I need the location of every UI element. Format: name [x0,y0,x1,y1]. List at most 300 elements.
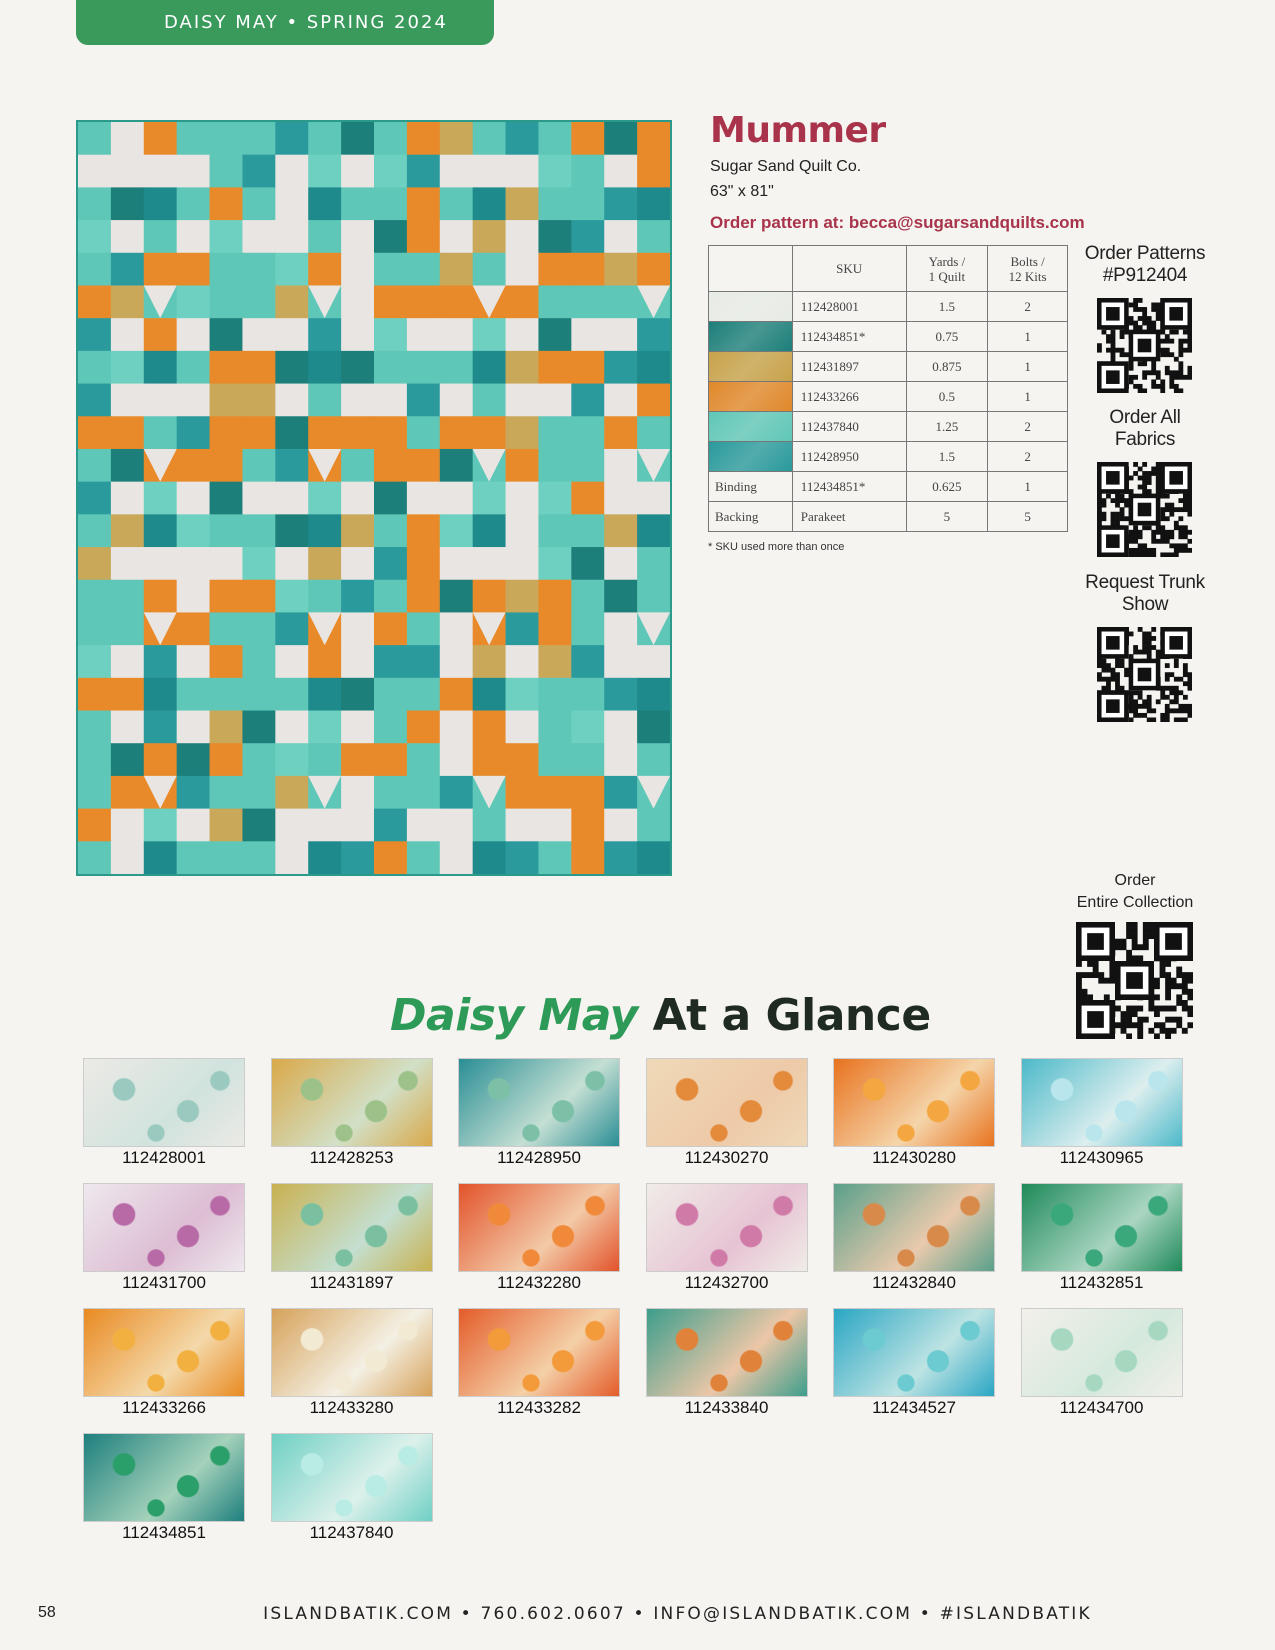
quilt-block [341,580,374,613]
quilt-block [111,318,144,351]
qr-module [1148,1006,1154,1012]
quilt-block [210,841,243,874]
qr-module [1165,494,1170,499]
quilt-block [506,711,539,744]
qr-module [1121,1017,1127,1023]
quilt-block [341,482,374,515]
qr-module [1133,298,1138,303]
qr-module [1102,512,1107,517]
qr-module [1111,498,1116,503]
quilt-block [538,514,571,547]
qr-module [1147,717,1152,722]
qr-module [1102,659,1107,664]
qr-module [1132,1011,1138,1017]
qr-module [1147,321,1152,326]
qr-module [1111,348,1116,353]
order-pattern-link[interactable]: Order pattern at: becca@sugarsandquilts.com [710,213,1085,232]
quilt-block [111,514,144,547]
fabric-swatch-item[interactable] [271,1308,433,1418]
fabric-swatch-item[interactable] [458,1308,620,1418]
qr-module [1121,939,1127,945]
quilt-block [506,547,539,580]
qr-module [1142,462,1147,467]
quilt-block [473,416,506,449]
quilt-block [506,155,539,188]
quilt-block [374,743,407,776]
qr-module [1147,699,1152,704]
qr-module [1182,1028,1188,1034]
qr-module [1178,352,1183,357]
qr-module [1178,534,1183,539]
qr-module [1156,471,1161,476]
qr-module [1165,994,1171,1000]
qr-module [1143,933,1149,939]
quilt-block [308,514,341,547]
row-swatch [709,352,793,382]
row-swatch [709,442,793,472]
qr-module [1138,713,1143,718]
qr-module [1102,503,1107,508]
qr-module [1129,303,1134,308]
row-yards: 1.25 [906,412,988,442]
row-sku: 112428001 [792,292,906,322]
quilt-block [144,580,177,613]
fabric-swatch [709,412,792,441]
qr-module [1129,375,1134,380]
qr-module [1160,339,1165,344]
fabric-swatch-item[interactable] [833,1183,995,1293]
qr-module [1133,525,1138,530]
quilt-block [275,416,308,449]
qr-module [1124,516,1129,521]
quilt-block [341,678,374,711]
qr-module [1187,978,1193,984]
fabric-swatch-item[interactable] [83,1183,245,1293]
quilt-block [506,645,539,678]
qr-module [1138,316,1143,321]
qr-module [1115,686,1120,691]
qr-module [1165,695,1170,700]
quilt-block [374,514,407,547]
qr-module [1169,512,1174,517]
quilt-block [341,416,374,449]
quilt-block [637,809,670,842]
qr-module [1171,1006,1177,1012]
fabric-swatch-item[interactable] [83,1433,245,1543]
fabric-swatch [709,442,792,471]
qr-label-line: #P912404 [1102,265,1188,286]
qr-module [1132,1022,1138,1028]
qr-code-order-patterns[interactable] [1097,298,1192,393]
qr-module [1174,543,1179,548]
quilt-block [440,743,473,776]
quilt-block [538,612,571,645]
fabric-swatch-item[interactable] [1021,1308,1183,1418]
quilt-block [242,253,275,286]
qr-module [1171,983,1177,989]
quilt-block [210,711,243,744]
qr-module [1169,699,1174,704]
qr-module [1151,717,1156,722]
qr-module [1138,668,1152,682]
qr-module [1129,489,1134,494]
qr-label-line: Entire Collection [1076,894,1194,911]
qr-module [1165,672,1170,677]
quilt-block [210,187,243,220]
quilt-block [374,678,407,711]
fabric-sku: 112433282 [497,1398,581,1417]
quilt-block [177,841,210,874]
qr-module [1082,994,1088,1000]
qr-module [1097,348,1102,353]
qr-module [1183,717,1188,722]
qr-module [1183,672,1188,677]
qr-module [1133,708,1138,713]
fabric-swatch-item[interactable] [646,1183,808,1293]
qr-module [1165,972,1171,978]
quilt-block [111,351,144,384]
qr-module [1102,686,1107,691]
quilt-block [78,809,111,842]
quilt-block [242,678,275,711]
qr-module [1174,521,1179,526]
quilt-block [374,449,407,482]
fabric-swatch [709,322,792,351]
qr-code-trunk-show[interactable] [1097,627,1192,722]
qr-module [1160,713,1165,718]
glance-heading [390,990,931,1041]
fabric-swatch-item[interactable] [1021,1058,1183,1168]
fabric-sku: 112434700 [1059,1398,1144,1417]
pattern-size: 63" x 81" [710,183,774,200]
qr-module [1115,944,1121,950]
quilt-block [637,645,670,678]
qr-module [1129,654,1134,659]
qr-module [1147,650,1152,655]
qr-module [1126,1033,1132,1039]
fabric-swatch-item[interactable] [271,1183,433,1293]
quilt-block [78,547,111,580]
qr-module [1124,498,1129,503]
quilt-block [210,580,243,613]
fabric-swatch-item[interactable] [458,1183,620,1293]
qr-module [1187,681,1192,686]
quilt-block [308,220,341,253]
glance-rest: At a Glance [652,990,931,1041]
qr-module [1174,659,1179,664]
quilt-block [210,678,243,711]
quilt-block [473,384,506,417]
quilt-block [374,776,407,809]
quilt-block [78,776,111,809]
fabric-swatch-item[interactable] [271,1058,433,1168]
quilt-block [144,318,177,351]
quilt-block [78,253,111,286]
quilt-block [341,547,374,580]
qr-label-order-patterns [1070,243,1220,287]
qr-module [1169,375,1174,380]
qr-module [1129,552,1134,557]
quilt-block [407,482,440,515]
quilt-block [571,351,604,384]
pattern-designer: Sugar Sand Quilt Co. [710,158,862,175]
qr-module [1183,695,1188,700]
quilt-block [506,678,539,711]
fabric-swatch-item[interactable] [646,1058,808,1168]
qr-module [1154,1006,1160,1012]
qr-module [1129,704,1134,709]
quilt-block [571,514,604,547]
fabric-swatch-item[interactable] [271,1433,433,1543]
qr-module [1151,530,1156,535]
quilt-block [538,416,571,449]
qr-module [1143,939,1149,945]
quilt-block [506,253,539,286]
qr-module [1111,339,1116,344]
qr-module [1165,978,1171,984]
qr-module [1148,928,1154,934]
qr-module [1142,375,1147,380]
quilt-block [308,416,341,449]
qr-module [1111,330,1116,335]
qr-module [1138,485,1143,490]
quilt-block [407,743,440,776]
quilt-block [308,547,341,580]
quilt-block [571,547,604,580]
fabric-swatch-item[interactable] [458,1058,620,1168]
quilt-block [111,416,144,449]
quilt-block [473,711,506,744]
qr-module [1165,704,1170,709]
quilt-block [242,841,275,874]
quilt-block [308,384,341,417]
quilt-block [78,645,111,678]
footer-contact: ISLANDBATIK.COM • 760.602.0607 • INFO@ISLANDBATIK.COM • #ISLANDBATIK [263,1604,1092,1624]
qr-module [1151,471,1156,476]
quilt-block [440,809,473,842]
quilt-block [210,122,243,155]
fabric-swatch-image [83,1308,245,1397]
qr-module [1120,512,1125,517]
qr-module [1183,704,1188,709]
qr-module [1097,343,1102,348]
qr-module [1187,330,1192,335]
qr-module [1124,352,1129,357]
quilt-block [242,809,275,842]
qr-module [1160,512,1165,517]
qr-module [1147,636,1152,641]
qr-code-collection[interactable] [1076,922,1193,1039]
quilt-block [571,253,604,286]
qr-module [1165,1033,1171,1039]
qr-module [1126,950,1132,956]
quilt-block [144,155,177,188]
qr-module [1165,339,1170,344]
quilt-block [637,122,670,155]
qr-module [1098,978,1104,984]
quilt-block [341,612,374,645]
quilt-block [275,580,308,613]
quilt-block [506,612,539,645]
qr-module [1120,516,1125,521]
quilt-block [275,841,308,874]
quilt-block [210,547,243,580]
qr-module [1151,307,1156,312]
quilt-block [111,449,144,482]
fabric-swatch-image [646,1308,808,1397]
qr-module [1165,663,1170,668]
qr-label-line: Fabrics [1114,429,1176,450]
qr-module [1160,384,1165,389]
fabric-swatch-item[interactable] [646,1308,808,1418]
quilt-block [242,514,275,547]
qr-module [1151,539,1156,544]
qr-module [1142,361,1147,366]
quilt-block [473,678,506,711]
quilt-block [571,318,604,351]
qr-module [1178,530,1183,535]
qr-module [1147,548,1152,553]
qr-module [1129,321,1134,326]
qr-module [1142,480,1147,485]
qr-module [1178,516,1183,521]
table-row [709,382,1068,412]
fabric-sku: 112430270 [684,1148,769,1167]
quilt-block [604,580,637,613]
quilt-block [308,155,341,188]
qr-module [1169,503,1174,508]
quilt-block [637,514,670,547]
quilt-block [473,187,506,220]
qr-module [1187,366,1192,371]
quilt-block [604,547,637,580]
table-row [709,322,1068,352]
qr-module [1129,530,1134,535]
header-tab [76,0,494,45]
qr-module [1160,507,1165,512]
qr-module [1111,516,1116,521]
quilt-block [407,449,440,482]
qr-module [1165,933,1182,950]
quilt-block [177,416,210,449]
fabric-swatch-item[interactable] [83,1308,245,1418]
quilt-block [341,776,374,809]
fabric-sku: 112434851 [122,1523,206,1542]
quilt-block [637,351,670,384]
quilt-block [637,187,670,220]
qr-module [1151,534,1156,539]
quilt-block [407,416,440,449]
fabric-swatch-item[interactable] [833,1308,995,1418]
qr-module [1124,503,1129,508]
qr-module [1160,967,1166,973]
fabric-sku: 112432280 [497,1273,581,1292]
qr-module [1097,503,1102,508]
qr-module [1129,366,1134,371]
qr-module [1174,525,1179,530]
quilt-photo [76,120,672,876]
qr-module [1182,978,1188,984]
fabric-sku: 112428001 [122,1148,206,1167]
qr-module [1138,534,1143,539]
qr-module [1156,307,1161,312]
qr-module [1111,512,1116,517]
qr-module [1174,548,1179,553]
fabric-swatch-item[interactable] [833,1058,995,1168]
qr-module [1165,539,1170,544]
qr-module [1165,1006,1171,1012]
quilt-block [538,285,571,318]
quilt-block [144,514,177,547]
qr-module [1160,348,1165,353]
quilt-block [308,318,341,351]
quilt-block [571,449,604,482]
quilt-block [78,285,111,318]
quilt-block [177,743,210,776]
qr-module [1138,467,1143,472]
quilt-block [242,384,275,417]
qr-module [1109,978,1115,984]
qr-module [1106,494,1111,499]
quilt-block [473,514,506,547]
qr-module [1178,339,1183,344]
quilt-block [538,547,571,580]
quilt-block [111,841,144,874]
qr-module [1121,1022,1127,1028]
fabric-sku: 112431700 [122,1273,206,1292]
quilt-block [374,122,407,155]
qr-module [1133,462,1138,467]
qr-module [1115,1022,1121,1028]
fabric-sku: 112432840 [872,1273,956,1292]
qr-module [1143,922,1149,928]
qr-module [1171,1017,1177,1023]
qr-module [1126,955,1132,961]
quilt-block [571,122,604,155]
qr-module [1138,695,1143,700]
quilt-block [341,351,374,384]
qr-module [1133,530,1138,535]
qr-module [1178,548,1183,553]
row-label: Backing [709,502,793,532]
quilt-block [78,514,111,547]
qr-module [1178,708,1183,713]
qr-module [1169,708,1174,713]
quilt-block [144,809,177,842]
qr-module [1147,645,1152,650]
quilt-block [242,122,275,155]
quilt-block [242,482,275,515]
fabric-swatch [709,292,792,321]
qr-module [1176,1000,1182,1006]
quilt-block [275,351,308,384]
qr-module [1165,352,1170,357]
qr-code-order-fabrics[interactable] [1097,462,1192,557]
qr-module [1174,686,1179,691]
qr-module [1126,922,1132,928]
row-sku: Parakeet [792,502,906,532]
fabric-sku: 112428950 [497,1148,581,1167]
fabric-swatch-item[interactable] [83,1058,245,1168]
quilt-block [473,122,506,155]
quilt-block [341,384,374,417]
quilt-block [407,220,440,253]
quilt-block [374,384,407,417]
fabric-swatch-item[interactable] [1021,1183,1183,1293]
quilt-block [242,285,275,318]
quilt-block [538,351,571,384]
qr-module [1120,659,1125,664]
